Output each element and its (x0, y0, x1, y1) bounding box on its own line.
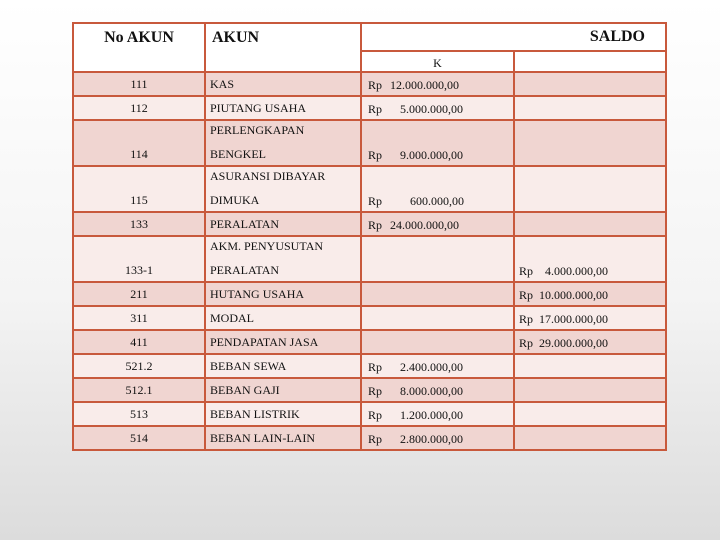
debit-amount: 600.000,00 (410, 194, 464, 208)
account-name-cell (205, 402, 361, 426)
debit-amount: 2.800.000,00 (400, 432, 463, 446)
account-name-cell (205, 120, 361, 166)
kredit-amount-cell (514, 426, 666, 450)
debit-amount-cell (361, 236, 514, 282)
account-number-cell: 512.1 (73, 378, 205, 402)
kredit-amount-cell (514, 306, 666, 330)
account-name: PENDAPATAN JASA (210, 335, 319, 349)
account-number-cell: 514 (73, 426, 205, 450)
table-row (73, 402, 666, 426)
account-name: PERALATAN (210, 217, 280, 231)
account-name: BEBAN LAIN-LAIN (210, 431, 315, 445)
header-row (73, 23, 666, 51)
debit-amount: 5.000.000,00 (400, 102, 463, 116)
debit-amount-cell (361, 354, 514, 378)
account-number-cell: 513 (73, 402, 205, 426)
kredit-amount: 17.000.000,00 (539, 312, 608, 326)
table-row (73, 354, 666, 378)
account-number-cell: 112 (73, 96, 205, 120)
debit-currency: Rp (368, 432, 383, 446)
table-row (73, 212, 666, 236)
debit-currency: Rp (368, 148, 383, 162)
debit-currency: Rp (368, 408, 383, 422)
kredit-amount-cell (514, 236, 666, 282)
account-number-cell: 133-1 (73, 236, 205, 282)
debit-amount-cell (361, 306, 514, 330)
account-number-cell: 114 (73, 120, 205, 166)
account-name-cell (205, 166, 361, 212)
account-name-cell (205, 354, 361, 378)
debit-currency: Rp (368, 102, 383, 116)
kredit-amount-cell (514, 120, 666, 166)
kredit-amount-cell (514, 166, 666, 212)
account-number-cell: 111 (73, 72, 205, 96)
debit-amount-cell (361, 212, 514, 236)
account-name: HUTANG USAHA (210, 287, 305, 301)
account-number-cell: 115 (73, 166, 205, 212)
debit-amount: 2.400.000,00 (400, 360, 463, 374)
table-row (73, 378, 666, 402)
header-blank (514, 51, 666, 72)
debit-amount-cell (361, 402, 514, 426)
debit-amount-cell (361, 330, 514, 354)
account-name: BEBAN LISTRIK (210, 407, 300, 421)
account-name: BENGKEL (210, 147, 266, 161)
debit-amount-cell (361, 282, 514, 306)
table-row (73, 96, 666, 120)
debit-amount: 24.000.000,00 (390, 218, 459, 232)
account-name-cell (205, 426, 361, 450)
table-row (73, 306, 666, 330)
account-name-cell (205, 282, 361, 306)
table-row (73, 166, 666, 212)
account-name-cell (205, 96, 361, 120)
account-name-cell (205, 330, 361, 354)
kredit-currency: Rp (519, 288, 534, 302)
debit-amount: 1.200.000,00 (400, 408, 463, 422)
account-name: PERALATAN (210, 263, 280, 277)
debit-currency: Rp (368, 360, 383, 374)
debit-amount-cell (361, 120, 514, 166)
kredit-currency: Rp (519, 264, 534, 278)
account-name-cell (205, 236, 361, 282)
account-number-cell: 311 (73, 306, 205, 330)
debit-currency: Rp (368, 194, 383, 208)
account-name: PIUTANG USAHA (210, 101, 307, 115)
header-kredit: K (361, 51, 514, 72)
ledger-table (72, 22, 667, 451)
account-name-line1: AKM. PENYUSUTAN (210, 239, 324, 253)
debit-amount-cell (361, 426, 514, 450)
account-name: DIMUKA (210, 193, 260, 207)
account-name: KAS (210, 77, 235, 91)
account-name-line1: PERLENGKAPAN (210, 123, 305, 137)
account-number-cell: 521.2 (73, 354, 205, 378)
account-name-line1: ASURANSI DIBAYAR (210, 169, 326, 183)
kredit-amount: 29.000.000,00 (539, 336, 608, 350)
account-name: MODAL (210, 311, 254, 325)
kredit-amount-cell (514, 354, 666, 378)
table-row (73, 236, 666, 282)
debit-amount: 12.000.000,00 (390, 78, 459, 92)
kredit-amount-cell (514, 96, 666, 120)
debit-currency: Rp (368, 78, 383, 92)
account-name-cell (205, 72, 361, 96)
kredit-amount-cell (514, 402, 666, 426)
debit-currency: Rp (368, 384, 383, 398)
kredit-amount-cell (514, 212, 666, 236)
table-row (73, 426, 666, 450)
table-row (73, 72, 666, 96)
kredit-currency: Rp (519, 312, 534, 326)
kredit-currency: Rp (519, 336, 534, 350)
kredit-amount: 4.000.000,00 (545, 264, 608, 278)
account-name-cell (205, 378, 361, 402)
debit-amount: 8.000.000,00 (400, 384, 463, 398)
table-row (73, 282, 666, 306)
debit-currency: Rp (368, 218, 383, 232)
header-no-akun: No AKUN (73, 23, 205, 72)
account-name-cell (205, 306, 361, 330)
debit-amount-cell (361, 96, 514, 120)
kredit-amount-cell (514, 330, 666, 354)
account-name: BEBAN GAJI (210, 383, 280, 397)
header-akun: AKUN (205, 23, 361, 72)
kredit-amount-cell (514, 282, 666, 306)
debit-amount-cell (361, 166, 514, 212)
account-number-cell: 211 (73, 282, 205, 306)
account-number-cell: 133 (73, 212, 205, 236)
header-saldo: SALDO (361, 23, 666, 51)
debit-amount: 9.000.000,00 (400, 148, 463, 162)
account-name: BEBAN SEWA (210, 359, 287, 373)
kredit-amount-cell (514, 378, 666, 402)
kredit-amount: 10.000.000,00 (539, 288, 608, 302)
table-row (73, 120, 666, 166)
debit-amount-cell (361, 378, 514, 402)
account-number-cell: 411 (73, 330, 205, 354)
kredit-amount-cell (514, 72, 666, 96)
table-row (73, 330, 666, 354)
account-name-cell (205, 212, 361, 236)
debit-amount-cell (361, 72, 514, 96)
